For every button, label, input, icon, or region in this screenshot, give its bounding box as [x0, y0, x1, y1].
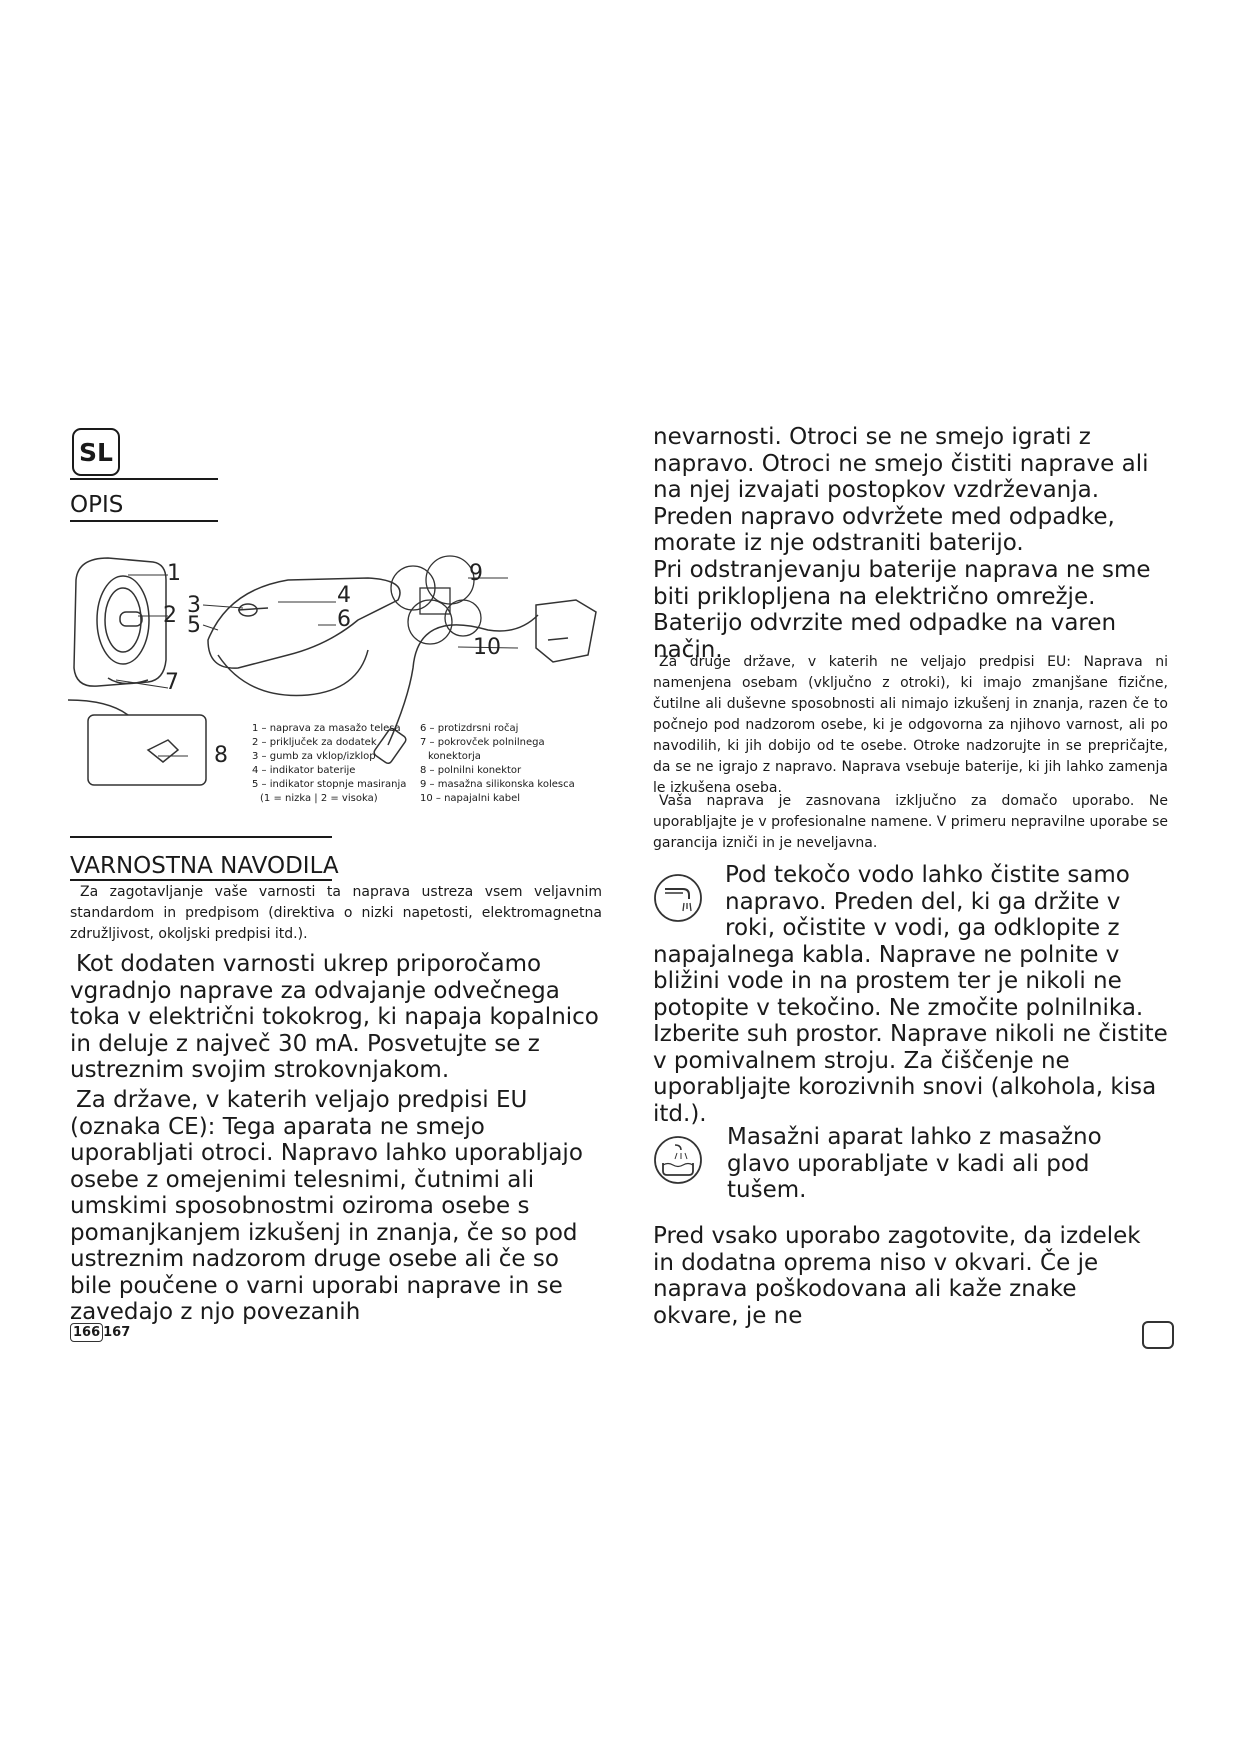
- callout-9: 9: [469, 561, 483, 586]
- icon-spacer: [653, 862, 725, 940]
- legend-item: 10 – napajalni kabel: [420, 793, 521, 804]
- safety-intro: Za zagotavljanje vaše varnosti ta naprava ustreza vsem veljavnim standardom in predpisom (direktiva o nizki napetosti, elektromagnetna združljivost, okoljski predpisi itd.).: [70, 884, 602, 942]
- page-numbers: [70, 1323, 130, 1342]
- divider: [70, 520, 218, 522]
- legend-item: 7 – pokrovček polnilnega: [420, 737, 545, 748]
- continued-paragraph: nevarnosti. Otroci se ne smejo igrati z napravo. Otroci ne smejo čistiti naprave ali na njej izvajati postopkov vzdrževanja. Preden napravo odvržete med odpadke, morate iz nje odstraniti baterijo.: [653, 424, 1149, 556]
- water-paragraph-text: Pod tekočo vodo lahko čistite samo napravo. Preden del, ki ga držite v roki, očistite v vodi, ga odklopite z napajalnega kabla. Naprave ne polnite v bližini vode in na prostem ter je nikoli ne potopite v tekočino. Ne zmočite polnilnika. Izberite suh prostor. Naprave nikoli ne čistite v pomivalnem stroju. Za čiščenje ne uporabljajte korozivnih snovi (alkohola, kisa itd.).: [653, 862, 1168, 1127]
- callout-3: 3: [187, 593, 201, 618]
- legend-item: (1 = nizka | 2 = visoka): [260, 793, 378, 804]
- massage-wheel-illustration: [391, 556, 481, 644]
- legend-item: 5 – indikator stopnje masiranja: [252, 779, 407, 790]
- page-number-left: 166: [70, 1323, 103, 1342]
- check-paragraph: Pred vsako uporabo zagotovite, da izdelek in dodatna oprema niso v okvari. Če je naprava poškodovana ali kaže znake okvare, je ne: [653, 1223, 1141, 1329]
- rcd-paragraph: Kot dodaten varnosti ukrep priporočamo vgradnjo naprave za odvajanje odvečnega toka v električni tokokrog, ki napaja kopalnico in deluje z največ 30 mA. Posvetujte se z ustreznim svojim strokovnjakom.: [70, 951, 599, 1083]
- legend-item: 8 – polnilni konektor: [420, 765, 522, 776]
- bath-paragraph: Masažni aparat lahko z masažno glavo uporabljate v kadi ali pod tušem.: [727, 1124, 1102, 1203]
- callout-4: 4: [337, 583, 351, 608]
- section-title-safety: VARNOSTNA NAVODILA: [70, 853, 339, 879]
- callout-10: 10: [473, 635, 501, 660]
- legend-item: 3 – gumb za vklop/izklop: [252, 751, 376, 762]
- diagram-legend-left: [252, 722, 406, 806]
- section-title-opis: OPIS: [70, 492, 124, 518]
- charging-connector-illustration: [68, 700, 206, 785]
- legend-item: 4 – indikator baterije: [252, 765, 356, 776]
- callout-2: 2: [163, 603, 177, 628]
- device-side-illustration: [208, 578, 400, 696]
- eu-paragraph: Za države, v katerih veljajo predpisi EU (oznaka CE): Tega aparata ne smejo uporabljati otroci. Napravo lahko uporabljajo osebe z omejenimi telesnimi, čutnimi ali umskimi sposobnostmi oziroma osebe s pomanjkanjem izkušenj in znanja, če so pod ustreznim nadzorom druge osebe ali če so bile poučene o varni uporabi naprave in se zavedajo z njo povezanih: [70, 1087, 583, 1325]
- massage-device-illustration: [74, 558, 166, 686]
- domestic-use-paragraph: Vaša naprava je zasnovana izključno za domačo uporabo. Ne uporabljajte je v profesionalne namene. V primeru nepravilne uporabe se garancija izniči in je neveljavna.: [653, 793, 1168, 851]
- water-paragraph: [653, 862, 1168, 1127]
- non-eu-paragraph: Za druge države, v katerih ne veljajo predpisi EU: Naprava ni namenjena osebam (vključno z otroki), ki imajo zmanjšane fizične, čutilne ali duševne sposobnosti ali nimajo izkušenj in znanja, razen če to počnejo pod nadzorom osebe, ki je odgovorna za njihovo varnost, ali po navodilih, ki jih dobijo od te osebe. Otroke nadzorujte in se prepričajte, da se ne igrajo z napravo. Naprava vsebuje baterije, ki jih lahko zamenja le izkušena oseba.: [653, 654, 1168, 796]
- divider: [70, 478, 218, 480]
- divider: [70, 836, 332, 838]
- callout-7: 7: [165, 670, 179, 695]
- legend-item: 2 – priključek za dodatek: [252, 737, 377, 748]
- bath-shower-icon: [653, 1135, 703, 1185]
- legend-item: konektorja: [428, 751, 481, 762]
- diagram-legend-right: [420, 722, 575, 806]
- page-number-right: 167: [103, 1325, 131, 1340]
- callout-6: 6: [337, 607, 351, 632]
- language-badge: SL: [72, 428, 120, 476]
- legend-item: 9 – masažna silikonska kolesca: [420, 779, 575, 790]
- legend-item: 1 – naprava za masažo telesa: [252, 723, 401, 734]
- legend-item: 6 – protizdrsni ročaj: [420, 723, 519, 734]
- divider: [70, 879, 332, 881]
- battery-paragraph: Pri odstranjevanju baterije naprava ne sme biti priklopljena na električno omrežje. Baterijo odvrzite med odpadke na varen način.: [653, 557, 1151, 663]
- callout-1: 1: [167, 561, 181, 586]
- callout-5: 5: [187, 613, 201, 638]
- page-marker-box: [1142, 1321, 1174, 1349]
- callout-8: 8: [214, 743, 228, 768]
